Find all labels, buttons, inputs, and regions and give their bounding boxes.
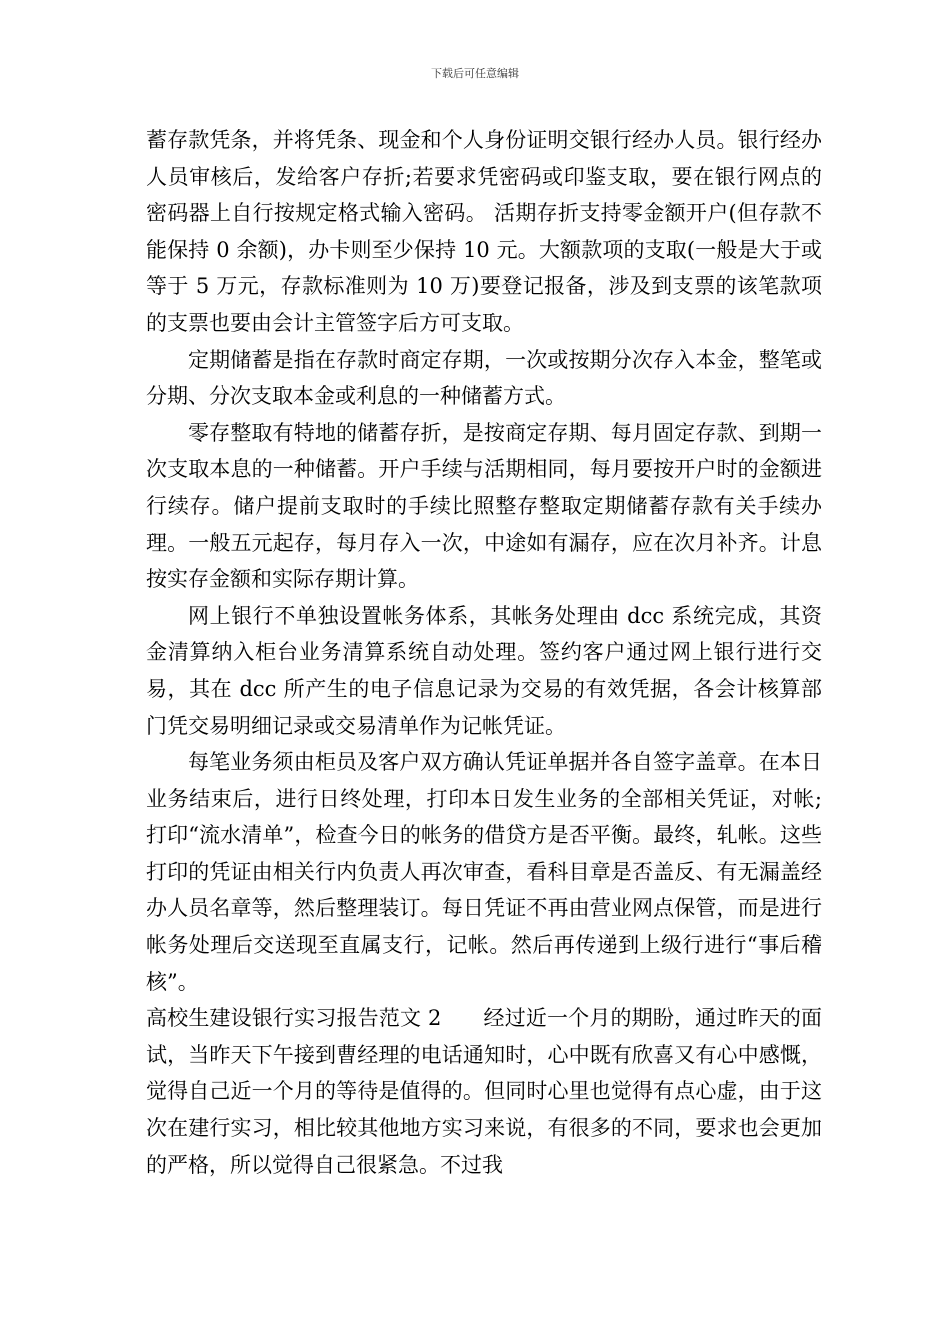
paragraph-fixed-deposit: 定期储蓄是指在存款时商定存期，一次或按期分次存入本金，整笔或分期、分次支取本金或利息的一种储蓄方式。 — [146, 347, 822, 409]
paragraph-daily-processing: 每笔业务须由柜员及客户双方确认凭证单据并各自签字盖章。在本日业务结束后，进行日终处理，打印本日发生业务的全部相关凭证，对帐;打印“流水清单”，检查今日的帐务的借贷方是否平衡。最终，轧帐。这些打印的凭证由相关行内负责人再次审查，看科目章是否盖反、有无漏盖经办人员名章等，然后整理装订。每日凭证不再由营业网点保管，而是进行帐务处理后交送现至直属支行，记帐。然后再传递到上级行进行“事后稽核”。 — [146, 750, 822, 994]
section-title: 高校生建设银行实习报告范文 2 — [146, 1006, 442, 1031]
section-text: 经过近一个月的期盼，通过昨天的面试，当昨天下午接到曹经理的电话通知时，心中既有欣喜又有心中感慨，觉得自己近一个月的等待是值得的。但同时心里也觉得有点心虚，由于这次在建行实习，相比较其他地方实习来说，有很多的不同，要求也会更加的严格，所以觉得自己很紧急。不过我 — [146, 1006, 822, 1177]
paragraph-savings-withdrawal: 蓄存款凭条，并将凭条、现金和个人身份证明交银行经办人员。银行经办人员审核后，发给客户存折;若要求凭密码或印鉴支取，要在银行网点的密码器上自行按规定格式输入密码。 活期存折支持零金额开户(但存款不能保持 0 余额)，办卡则至少保持 10 元。大额款项的支取(一般是大于或等于 5 万元，存款标准则为 10 万)要登记报备，涉及到支票的该笔款项的支票也要由会计主管签字后方可支取。 — [146, 128, 822, 335]
document-body — [146, 122, 822, 1183]
paragraph-online-banking: 网上银行不单独设置帐务体系，其帐务处理由 dcc 系统完成，其资金清算纳入柜台业务清算系统自动处理。签约客户通过网上银行进行交易，其在 dcc 所产生的电子信息记录为交易的有效凭据，各会计核算部门凭交易明细记录或交易清单作为记帐凭证。 — [146, 603, 822, 738]
section-report-2 — [146, 1000, 822, 1183]
paragraph-installment-deposit: 零存整取有特地的储蓄存折，是按商定存期、每月固定存款、到期一次支取本息的一种储蓄。开户手续与活期相同，每月要按开户时的金额进行续存。储户提前支取时的手续比照整存整取定期储蓄存款有关手续办理。一般五元起存，每月存入一次，中途如有漏存，应在次月补齐。计息按实存金额和实际存期计算。 — [146, 420, 822, 592]
page-header: 下载后可任意编辑 — [431, 67, 519, 80]
